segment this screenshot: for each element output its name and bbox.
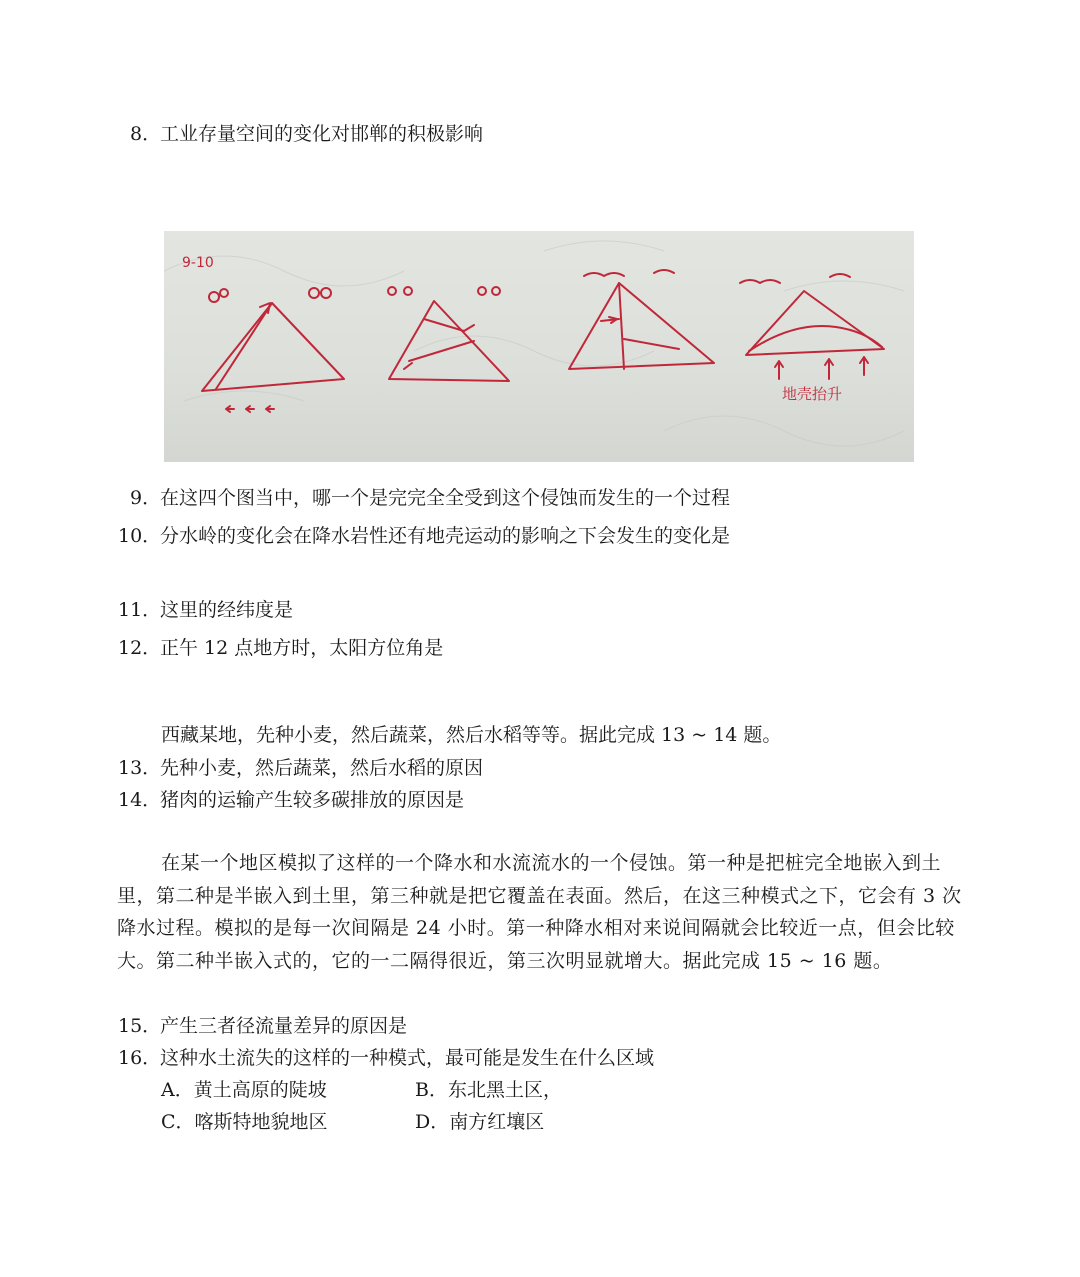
question-9 bbox=[130, 486, 730, 510]
question-number: 15． bbox=[118, 1015, 162, 1037]
question-number: 12． bbox=[118, 637, 162, 659]
option-b: B．东北黑土区， bbox=[415, 1079, 562, 1101]
question-text: 产生三者径流量差异的原因是 bbox=[160, 1015, 408, 1037]
question-number: 16． bbox=[118, 1047, 162, 1069]
question-number: 11． bbox=[118, 599, 162, 621]
intro-13-14: 西藏某地，先种小麦，然后蔬菜，然后水稻等等。据此完成 13 ~ 14 题。 bbox=[161, 724, 782, 746]
question-number: 9． bbox=[130, 487, 162, 509]
question-number: 13． bbox=[118, 757, 162, 779]
question-text: 正午 12 点地方时，太阳方位角是 bbox=[160, 637, 444, 659]
question-text: 先种小麦，然后蔬菜，然后水稻的原因 bbox=[160, 757, 484, 779]
question-14 bbox=[118, 788, 464, 812]
sketch-drawing bbox=[164, 231, 914, 462]
intro-15-16: 在某一个地区模拟了这样的一个降水和水流流水的一个侵蚀。第一种是把桩完全地嵌入到土里，第二种是半嵌入到土里，第三种就是把它覆盖在表面。然后，在这三种模式之下，它会有 3 次降水过程。模拟的是每一次间隔是 24 小时。第一种降水相对来说间隔就会比较近一点，但会比较大。第二种半嵌入式的，它的一二隔得很近，第三次明显就增大。据此完成 15 ~ 16 题。 bbox=[117, 852, 962, 972]
question-10 bbox=[118, 524, 730, 548]
question-number: 8． bbox=[130, 123, 162, 145]
question-number: 14． bbox=[118, 789, 162, 811]
sketch-annotation: 地壳抬升 bbox=[782, 385, 843, 403]
question-text: 在这四个图当中，哪一个是完完全全受到这个侵蚀而发生的一个过程 bbox=[160, 487, 731, 509]
sketch-label: 9-10 bbox=[182, 255, 214, 271]
question-number: 10． bbox=[118, 525, 162, 547]
question-11 bbox=[118, 598, 293, 622]
question-13 bbox=[118, 756, 483, 780]
question-16 bbox=[118, 1046, 654, 1070]
option-c: C．喀斯特地貌地区 bbox=[161, 1111, 328, 1133]
option-a: A．黄土高原的陡坡 bbox=[161, 1079, 327, 1101]
option-d: D．南方红壤区 bbox=[415, 1111, 545, 1133]
question-8 bbox=[130, 122, 483, 146]
question-text: 猪肉的运输产生较多碳排放的原因是 bbox=[160, 789, 465, 811]
question-text: 这种水土流失的这样的一种模式，最可能是发生在什么区域 bbox=[160, 1047, 655, 1069]
question-text: 这里的经纬度是 bbox=[160, 599, 294, 621]
question-15 bbox=[118, 1014, 407, 1038]
question-text: 分水岭的变化会在降水岩性还有地壳运动的影响之下会发生的变化是 bbox=[160, 525, 731, 547]
question-text: 工业存量空间的变化对邯郸的积极影响 bbox=[160, 123, 484, 145]
question-12 bbox=[118, 636, 443, 660]
sketch-photo bbox=[164, 231, 914, 462]
